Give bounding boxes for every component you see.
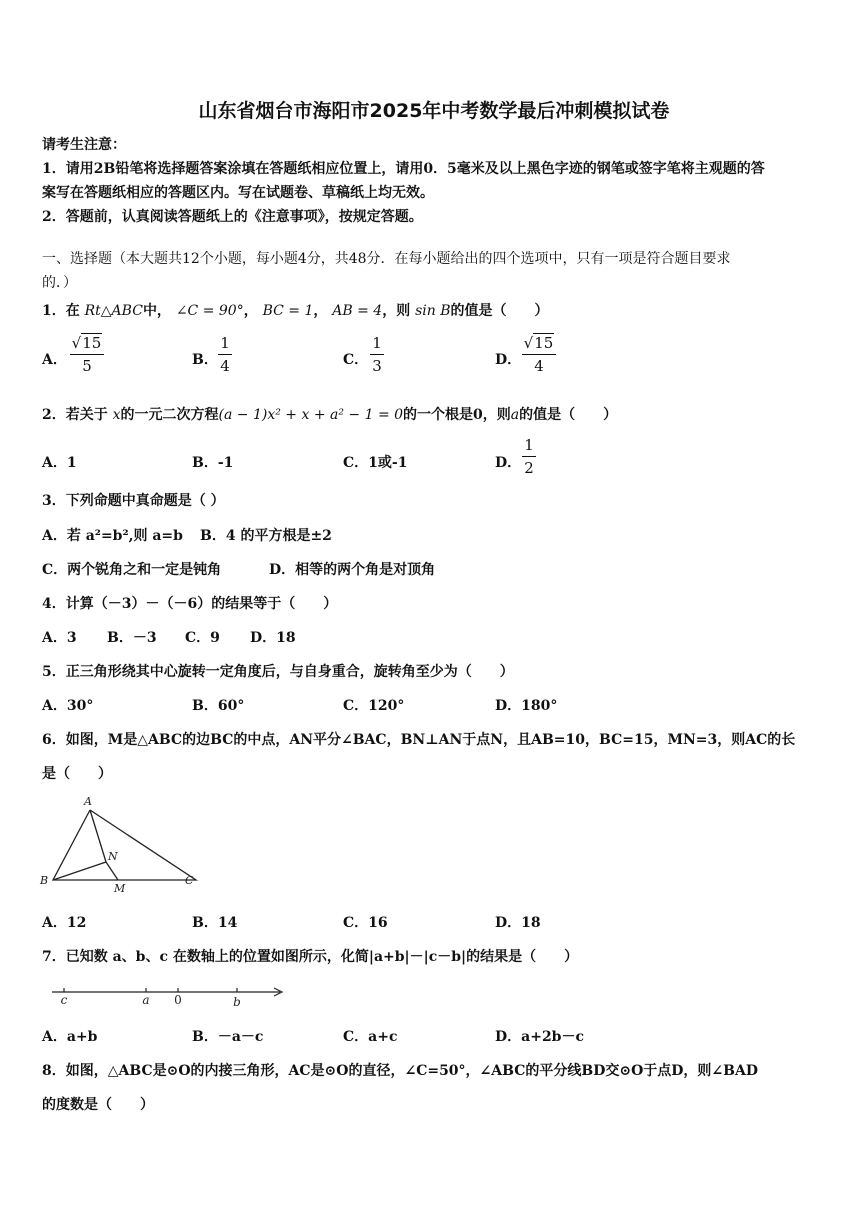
q7-label-zero: 0 <box>174 993 182 1007</box>
q2-text-d: 的值是（ ） <box>519 407 618 423</box>
q6-label-c: C <box>185 874 194 887</box>
q6-label-b: B <box>40 874 49 887</box>
q5-option-c: C．120° <box>343 698 405 714</box>
q1-d-denominator: 4 <box>534 357 544 375</box>
q1-angle: ∠C = 90° <box>175 303 244 319</box>
radical-icon: √ <box>71 334 82 352</box>
q3-option-d: D．相等的两个角是对顶角 <box>269 562 436 578</box>
q1-b-denominator: 4 <box>220 357 230 375</box>
q1-option-b-label: B． <box>192 352 218 368</box>
q6-option-c: C．16 <box>343 915 388 931</box>
notice-line-2: 2．答题前，认真阅读答题纸上的《注意事项》，按规定答题。 <box>42 209 423 225</box>
q1-triangle: Rt△ABC <box>84 303 143 319</box>
q2-number: 2． <box>42 407 66 423</box>
q1-text-b: 中， <box>142 303 171 319</box>
question-3: 3．下列命题中真命题是（ ） <box>42 493 225 509</box>
notice-heading: 请考生注意： <box>42 137 126 153</box>
notice-line-1b: 案写在答题纸相应的答题区内。写在试题卷、草稿纸上均无效。 <box>42 185 434 201</box>
q1-text-c: ， <box>243 303 258 319</box>
q5-option-a: A．30° <box>42 698 94 714</box>
q2-option-b: B．-1 <box>192 455 234 471</box>
question-5: 5．正三角形绕其中心旋转一定角度后，与自身重合，旋转角至少为（ ） <box>42 664 514 680</box>
q6-label-m: M <box>114 882 126 895</box>
q3-option-a: A．若 a²=b²,则 a=b <box>42 528 183 544</box>
notice-line-1a: 1．请用2B铅笔将选择题答案涂填在答题纸相应位置上，请用0．5毫米及以上黑色字迹的钢笔或签字笔将主观题的答 <box>42 161 765 177</box>
question-8-line-1: 8．如图，△ABC是⊙O的内接三角形，AC是⊙O的直径，∠C=50°，∠ABC的平分线BD交⊙O于点D，则∠BAD <box>42 1063 758 1079</box>
q7-option-a: A．a+b <box>42 1029 98 1045</box>
q5-option-b: B．60° <box>192 698 245 714</box>
q2-d-numerator: 1 <box>524 436 534 454</box>
q1-a-numerator: 15 <box>82 334 102 352</box>
q1-text-a: 在 <box>65 303 80 319</box>
q1-option-d-label: D． <box>495 352 522 368</box>
q2-equation: (a − 1)x² + x + a² − 1 = 0 <box>218 407 404 423</box>
q2-option-a: A．1 <box>42 455 77 471</box>
q2-d-denominator: 2 <box>524 459 534 477</box>
q7-label-b: b <box>233 995 241 1009</box>
q4-option-a: A．3 <box>42 630 77 646</box>
q4-option-b: B．－3 <box>107 630 157 646</box>
q6-segment-an <box>90 810 106 862</box>
q6-triangle-figure <box>36 790 216 900</box>
q1-sinb: sin B <box>415 303 451 319</box>
q1-option-d-fraction <box>522 336 556 374</box>
q1-option-a-fraction <box>70 336 104 374</box>
q6-option-d: D．18 <box>495 915 541 931</box>
q1-text-f: 的值是（ ） <box>450 303 549 319</box>
q7-number-line <box>44 974 294 1010</box>
q2-option-d-label: D． <box>495 455 522 471</box>
q1-option-c-fraction <box>370 336 384 374</box>
q1-option-a-label: A． <box>42 352 67 368</box>
question-4: 4．计算（－3）－（－6）的结果等于（ ） <box>42 596 338 612</box>
q6-triangle-abc <box>53 810 196 880</box>
q7-option-d: D．a+2b－c <box>495 1029 584 1045</box>
q2-a: a <box>510 407 520 423</box>
q5-option-d: D．180° <box>495 698 558 714</box>
question-2 <box>42 404 617 424</box>
radical-icon: √ <box>523 334 534 352</box>
q3-option-c: C．两个锐角之和一定是钝角 <box>42 562 222 578</box>
question-7: 7．已知数 a、b、c 在数轴上的位置如图所示，化简|a+b|－|c－b|的结果是（ ） <box>42 949 579 965</box>
q1-c-numerator: 1 <box>372 334 382 352</box>
q1-number: 1． <box>42 303 66 319</box>
q1-c-denominator: 3 <box>372 357 382 375</box>
q1-text-d: ， <box>313 303 328 319</box>
q7-label-c: c <box>60 993 68 1007</box>
q6-option-a: A．12 <box>42 915 87 931</box>
q3-option-b: B．4 的平方根是±2 <box>200 528 332 544</box>
question-6-line-1: 6．如图，M是△ABC的边BC的中点，AN平分∠BAC，BN⊥AN于点N，且AB=10，BC=15，MN=3，则AC的长 <box>42 732 796 748</box>
question-1 <box>42 300 549 320</box>
q2-text-c: 的一个根是0，则 <box>403 407 511 423</box>
q1-ab: AB = 4 <box>332 303 383 319</box>
q1-text-e: ，则 <box>382 303 411 319</box>
q1-d-numerator: 15 <box>534 334 554 352</box>
section-heading-2: 的．） <box>42 275 77 291</box>
page-title: 山东省烟台市海阳市2025年中考数学最后冲刺模拟试卷 <box>198 100 670 122</box>
q6-segment-nm <box>106 862 118 880</box>
q7-option-b: B．－a－c <box>192 1029 264 1045</box>
q4-option-c: C．9 <box>185 630 220 646</box>
q2-option-d-fraction <box>522 438 536 476</box>
question-6-line-2: 是（ ） <box>42 766 112 782</box>
q2-text-a: 若关于 <box>65 407 108 423</box>
section-heading-1: 一、选择题（本大题共12个小题，每小题4分，共48分．在每小题给出的四个选项中，只有一项是符合题目要求 <box>42 251 731 267</box>
q2-option-c: C．1或-1 <box>343 455 408 471</box>
q6-label-a: A <box>84 795 92 808</box>
q2-x: x <box>112 407 121 423</box>
q7-option-c: C．a+c <box>343 1029 398 1045</box>
question-8-line-2: 的度数是（ ） <box>42 1097 154 1113</box>
q4-option-d: D．18 <box>250 630 296 646</box>
q2-text-b: 的一元二次方程 <box>120 407 219 423</box>
q6-label-n: N <box>108 850 118 863</box>
q6-option-b: B．14 <box>192 915 238 931</box>
q1-option-c-label: C． <box>343 352 369 368</box>
q1-option-b-fraction <box>218 336 232 374</box>
q1-bc: BC = 1 <box>262 303 314 319</box>
q1-b-numerator: 1 <box>220 334 230 352</box>
q1-a-denominator: 5 <box>82 357 92 375</box>
q7-label-a: a <box>142 993 150 1007</box>
